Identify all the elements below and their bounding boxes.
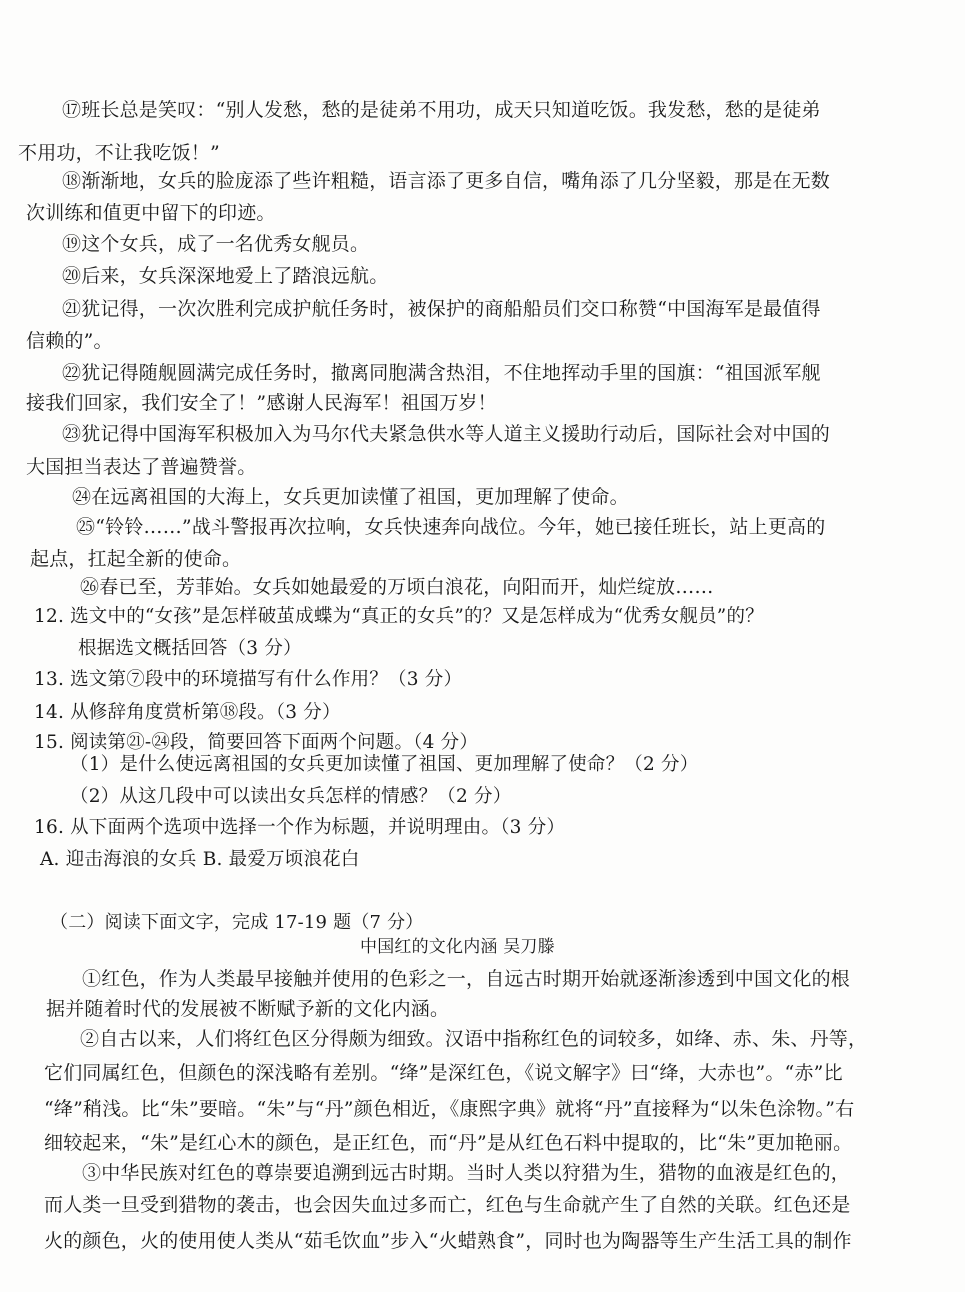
question-15-part-1: （1）是什么使远离祖国的女兵更加读懂了祖国、更加理解了使命？（2 分） [70, 754, 699, 775]
section-2-paragraph-3-line-2: 而人类一旦受到猎物的袭击，也会因失血过多而亡，红色与生命就产生了自然的关联。红色还是 [44, 1194, 851, 1216]
paragraph-21-line-2: 信赖的”。 [26, 330, 113, 352]
paragraph-23-line-2: 大国担当表达了普遍赞誉。 [26, 456, 257, 478]
section-2-paragraph-1-line-1: ①红色，作为人类最早接触并使用的色彩之一，自远古时期开始就逐渐渗透到中国文化的根 [82, 968, 851, 990]
section-2-heading: （二）阅读下面文字，完成 17-19 题（7 分） [50, 912, 424, 933]
question-14: 14. 从修辞角度赏析第⑱段。（3 分） [34, 702, 341, 723]
paragraph-22-line-1: ㉒犹记得随舰圆满完成任务时，撤离同胞满含热泪，不住地挥动手里的国旗：“祖国派军舰 [62, 362, 821, 384]
section-2-paragraph-2-line-3: “绛”稍浅。比“朱”要暗。“朱”与“丹”颜色相近，《康熙字典》就将“丹”直接释为“以朱色涂物。”右 [44, 1098, 855, 1120]
section-2-paragraph-3-line-3: 火的颜色，火的使用使人类从“茹毛饮血”步入“火蜡熟食”，同时也为陶器等生产生活工具的制作 [44, 1230, 852, 1252]
section-2-paragraph-2-line-2: 它们同属红色，但颜色的深浅略有差别。“绛”是深红色，《说文解字》曰“绛，大赤也”。“赤”比 [44, 1062, 843, 1084]
paragraph-18-line-1: ⑱渐渐地，女兵的脸庞添了些许粗糙，语言添了更多自信，嘴角添了几分坚毅，那是在无数 [62, 170, 831, 192]
question-12-line-2: 根据选文概括回答（3 分） [78, 638, 302, 659]
question-15-part-2: （2）从这几段中可以读出女兵怎样的情感？（2 分） [70, 786, 512, 807]
paragraph-17-line-1: ⑰班长总是笑叹：“别人发愁，愁的是徒弟不用功，成天只知道吃饭。我发愁，愁的是徒弟 [62, 99, 821, 121]
paragraph-18-line-2: 次训练和值更中留下的印迹。 [26, 202, 276, 224]
paragraph-25-line-2: 起点，扛起全新的使命。 [30, 548, 242, 570]
question-12-line-1: 12. 选文中的“女孩”是怎样破茧成蝶为“真正的女兵”的？又是怎样成为“优秀女舰员”的？ [34, 606, 764, 627]
question-15: 15. 阅读第㉑-㉔段，简要回答下面两个问题。（4 分） [34, 732, 479, 753]
paragraph-20: ⑳后来，女兵深深地爱上了踏浪远航。 [62, 265, 389, 287]
question-13: 13. 选文第⑦段中的环境描写有什么作用？（3 分） [34, 669, 463, 690]
question-16: 16. 从下面两个选项中选择一个作为标题，并说明理由。（3 分） [34, 817, 566, 838]
section-2-paragraph-3-line-1: ③中华民族对红色的尊崇要追溯到远古时期。当时人类以狩猎为生，猎物的血液是红色的， [82, 1162, 851, 1184]
section-2-paragraph-2-line-1: ②自古以来，人们将红色区分得颇为细致。汉语中指称红色的词较多，如绛、赤、朱、丹等， [80, 1028, 868, 1050]
paragraph-17-line-2: 不用功，不让我吃饭！” [18, 142, 220, 164]
paragraph-25-line-1: ㉕“铃铃……”战斗警报再次拉响，女兵快速奔向战位。今年，她已接任班长，站上更高的 [76, 516, 826, 538]
paragraph-22-line-2: 接我们回家，我们安全了！”感谢人民海军！祖国万岁！ [26, 392, 497, 414]
paragraph-26: ㉖春已至，芳菲始。女兵如她最爱的万顷白浪花，向阳而开，灿烂绽放…… [80, 576, 714, 598]
article-title: 中国红的文化内涵 吴刀滕 [360, 937, 555, 957]
paragraph-23-line-1: ㉓犹记得中国海军积极加入为马尔代夫紧急供水等人道主义援助行动后，国际社会对中国的 [62, 423, 831, 445]
section-2-paragraph-2-line-4: 细较起来，“朱”是红心木的颜色，是正红色，而“丹”是从红色石料中提取的，比“朱”更加艳丽。 [44, 1132, 853, 1154]
question-16-options: A. 迎击海浪的女兵 B. 最爱万顷浪花白 [40, 849, 360, 870]
section-2-paragraph-1-line-2: 据并随着时代的发展被不断赋予新的文化内涵。 [46, 998, 450, 1020]
paragraph-19: ⑲这个女兵，成了一名优秀女舰员。 [62, 233, 370, 255]
paragraph-24: ㉔在远离祖国的大海上，女兵更加读懂了祖国，更加理解了使命。 [72, 486, 629, 508]
paragraph-21-line-1: ㉑犹记得，一次次胜利完成护航任务时，被保护的商船船员们交口称赞“中国海军是最值得 [62, 298, 821, 320]
